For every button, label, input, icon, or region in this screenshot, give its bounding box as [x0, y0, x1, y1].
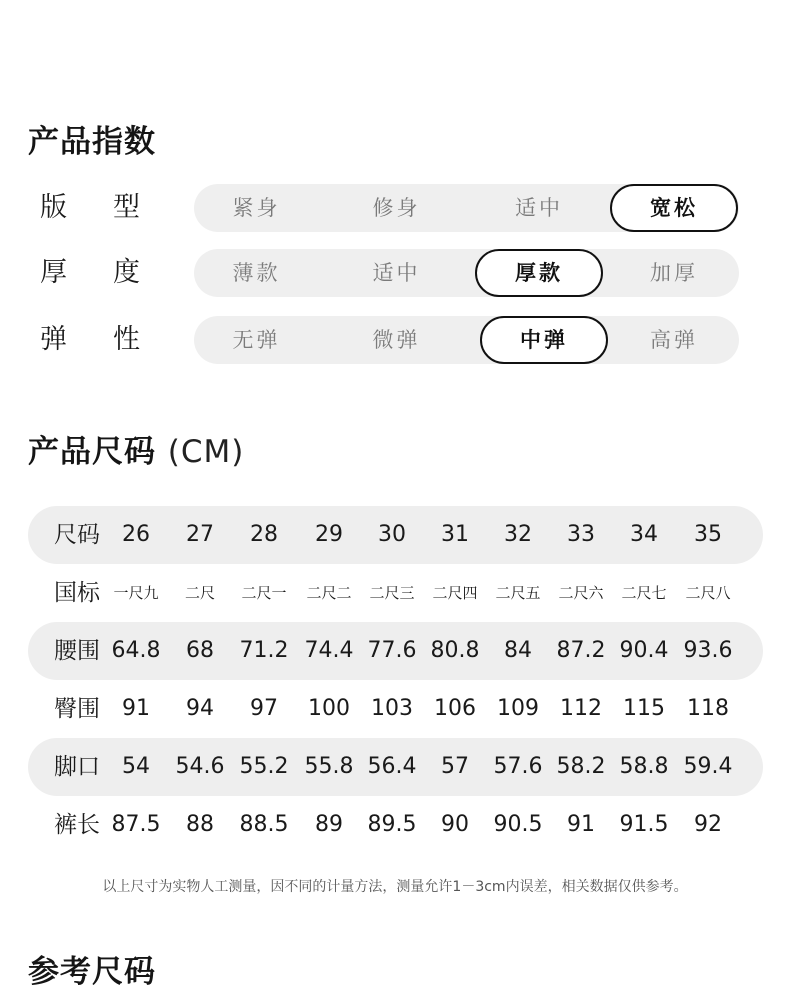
size-cell: 87.2: [556, 638, 606, 663]
size-cell: 92: [694, 812, 722, 837]
size-table-row: [28, 622, 763, 680]
size-cell: 32: [504, 522, 532, 547]
index-option: 高弹: [650, 328, 698, 352]
size-row-header: 腰围: [54, 638, 100, 664]
size-cell: 91: [122, 696, 150, 721]
size-cell: 77.6: [367, 638, 417, 663]
size-cell: 74.4: [304, 638, 354, 663]
reference-size-title: 参考尺码: [28, 954, 156, 990]
size-cell: 33: [567, 522, 595, 547]
size-cell: 55.8: [304, 754, 354, 779]
size-row-header: 尺码: [54, 522, 100, 548]
size-cell: 29: [315, 522, 343, 547]
size-cell: 54: [122, 754, 150, 779]
size-cell: 93.6: [683, 638, 733, 663]
size-unit: (CM): [167, 434, 245, 470]
size-cell: 28: [250, 522, 278, 547]
size-table-row: [28, 506, 763, 564]
index-option: 加厚: [650, 261, 698, 285]
index-row-label: [40, 184, 140, 232]
size-cell: 89: [315, 812, 343, 837]
size-cell: 90.5: [493, 812, 543, 837]
size-cell: 二尺四: [432, 584, 478, 602]
size-cell: 56.4: [367, 754, 417, 779]
index-row-label: [40, 316, 140, 364]
size-cell: 68: [186, 638, 214, 663]
index-option: 修身: [372, 196, 421, 220]
size-cell: 35: [694, 522, 722, 547]
size-cell: 90: [441, 812, 469, 837]
index-option: 紧身: [232, 196, 281, 220]
size-cell: 二尺八: [685, 584, 731, 602]
size-row-header: 裤长: [54, 812, 100, 838]
size-cell: 87.5: [111, 812, 161, 837]
index-option-selected: 中弹: [480, 316, 608, 364]
index-option: 微弹: [372, 328, 421, 352]
size-table-row: [28, 680, 763, 738]
size-cell: 64.8: [111, 638, 161, 663]
index-row-label-char: 型: [113, 192, 140, 223]
product-size-title-text: 产品尺码: [28, 434, 156, 470]
size-cell: 二尺: [184, 584, 215, 602]
size-cell: 109: [497, 696, 539, 721]
index-row-label-char: 度: [113, 257, 140, 288]
size-cell: 31: [441, 522, 469, 547]
size-row-header: 国标: [54, 580, 100, 606]
size-cell: 58.8: [619, 754, 669, 779]
size-cell: 57.6: [493, 754, 543, 779]
index-row-label-char: 版: [40, 192, 67, 223]
size-cell: 88: [186, 812, 214, 837]
size-cell: 34: [630, 522, 658, 547]
size-cell: 30: [378, 522, 406, 547]
size-cell: 二尺七: [621, 584, 667, 602]
product-index-title: 产品指数: [28, 124, 156, 160]
size-cell: 55.2: [239, 754, 289, 779]
size-cell: 一尺九: [113, 584, 159, 602]
size-note: 以上尺寸为实物人工测量，因不同的计量方法，测量允许1－3cm内误差，相关数据仅供参考。: [102, 879, 688, 895]
product-size-title: [28, 426, 244, 471]
size-cell: 89.5: [367, 812, 417, 837]
size-cell: 94: [186, 696, 214, 721]
size-cell: 103: [371, 696, 413, 721]
size-cell: 二尺一: [241, 584, 287, 602]
size-cell: 二尺六: [558, 584, 604, 602]
size-cell: 54.6: [175, 754, 225, 779]
size-cell: 100: [308, 696, 350, 721]
size-table-row: [28, 564, 763, 622]
size-cell: 84: [504, 638, 532, 663]
index-option: 无弹: [232, 328, 281, 352]
size-cell: 112: [560, 696, 602, 721]
size-cell: 57: [441, 754, 469, 779]
size-cell: 115: [623, 696, 665, 721]
index-row-label: [40, 249, 140, 297]
index-row: [0, 316, 790, 364]
size-table-row: [28, 738, 763, 796]
index-row: [0, 184, 790, 232]
size-cell: 106: [434, 696, 476, 721]
size-cell: 88.5: [239, 812, 289, 837]
size-cell: 80.8: [430, 638, 480, 663]
size-table: [28, 506, 763, 854]
size-cell: 二尺五: [495, 584, 541, 602]
size-cell: 27: [186, 522, 214, 547]
size-cell: 26: [122, 522, 150, 547]
size-cell: 118: [687, 696, 729, 721]
size-cell: 二尺三: [369, 584, 415, 602]
index-option: 薄款: [232, 261, 281, 285]
size-row-header: 脚口: [54, 754, 100, 780]
index-row-label-char: 厚: [40, 257, 67, 288]
index-option: 适中: [515, 196, 563, 220]
index-row-label-char: 弹: [40, 324, 67, 355]
index-option-selected: 宽松: [610, 184, 738, 232]
index-row-label-char: 性: [113, 324, 140, 355]
size-table-row: [28, 796, 763, 854]
size-cell: 二尺二: [306, 584, 352, 602]
size-cell: 58.2: [556, 754, 606, 779]
size-cell: 91.5: [619, 812, 669, 837]
index-row: [0, 249, 790, 297]
index-option-selected: 厚款: [475, 249, 603, 297]
size-cell: 91: [567, 812, 595, 837]
size-cell: 97: [250, 696, 278, 721]
size-cell: 71.2: [239, 638, 289, 663]
size-row-header: 臀围: [54, 696, 100, 722]
size-cell: 90.4: [619, 638, 669, 663]
size-cell: 59.4: [683, 754, 733, 779]
index-option: 适中: [372, 261, 421, 285]
